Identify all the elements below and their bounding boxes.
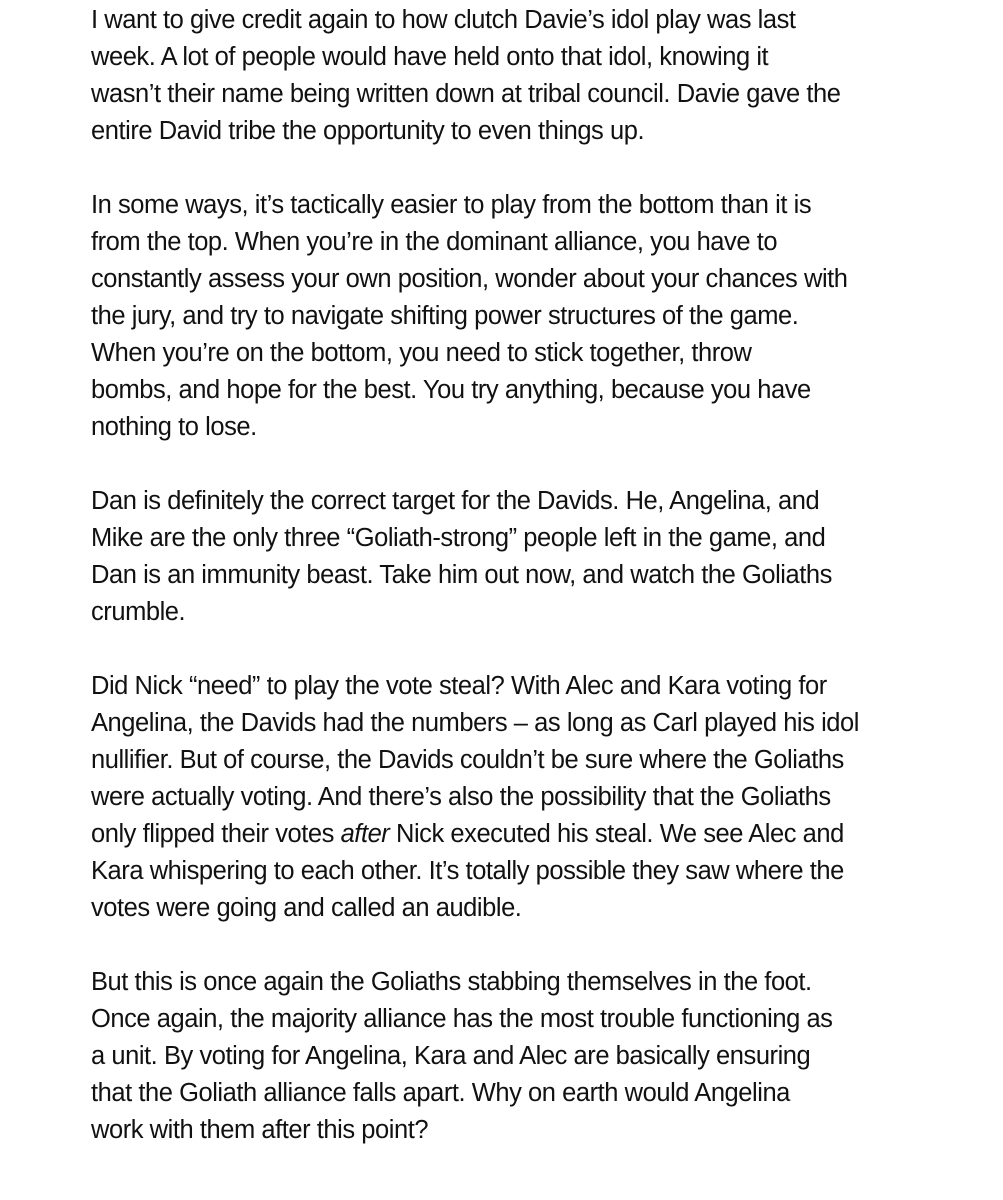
text-line [91, 594, 961, 631]
text-line [91, 1112, 961, 1149]
text-segment: wasn’t their name being written down at tribal council. Davie gave the [91, 80, 841, 108]
paragraph [91, 964, 961, 1149]
text-segment: Angelina, the Davids had the numbers – as long as Carl played his idol [91, 709, 859, 737]
text-segment: from the top. When you’re in the dominant alliance, you have to [91, 228, 778, 256]
document-body [91, 2, 961, 1149]
text-line [91, 742, 961, 779]
text-segment: work with them after this point? [91, 1116, 429, 1144]
text-segment: only flipped their votes [91, 820, 341, 848]
text-segment: In some ways, it’s tactically easier to play from the bottom than it is [91, 191, 812, 219]
text-segment: that the Goliath alliance falls apart. Why on earth would Angelina [91, 1079, 790, 1107]
text-segment: I want to give credit again to how clutch Davie’s idol play was last [91, 6, 796, 34]
text-line [91, 76, 961, 113]
text-line [91, 779, 961, 816]
text-segment: But this is once again the Goliaths stabbing themselves in the foot. [91, 968, 812, 996]
paragraph [91, 187, 961, 446]
text-segment: Kara whispering to each other. It’s totally possible they saw where the [91, 857, 844, 885]
paragraph-gap [91, 150, 961, 187]
text-segment: entire David tribe the opportunity to even things up. [91, 117, 645, 145]
italic-text: after [340, 820, 390, 848]
paragraph-gap [91, 446, 961, 483]
text-segment: Did Nick “need” to play the vote steal? With Alec and Kara voting for [91, 672, 827, 700]
text-segment: constantly assess your own position, wonder about your chances with [91, 265, 848, 293]
text-line [91, 409, 961, 446]
paragraph-gap [91, 631, 961, 668]
text-segment: nullifier. But of course, the Davids couldn’t be sure where the Goliaths [91, 746, 844, 774]
text-line [91, 1038, 961, 1075]
text-line [91, 705, 961, 742]
text-line [91, 964, 961, 1001]
text-line [91, 1001, 961, 1038]
text-line [91, 261, 961, 298]
text-line [91, 335, 961, 372]
text-line [91, 113, 961, 150]
text-segment: Dan is an immunity beast. Take him out now, and watch the Goliaths [91, 561, 832, 589]
text-line [91, 483, 961, 520]
text-segment: Once again, the majority alliance has the most trouble functioning as [91, 1005, 833, 1033]
text-line [91, 668, 961, 705]
text-segment: When you’re on the bottom, you need to stick together, throw [91, 339, 752, 367]
text-segment: week. A lot of people would have held onto that idol, knowing it [91, 43, 769, 71]
text-line [91, 853, 961, 890]
text-segment: the jury, and try to navigate shifting power structures of the game. [91, 302, 799, 330]
text-line [91, 372, 961, 409]
text-segment: crumble. [91, 598, 186, 626]
text-segment: votes were going and called an audible. [91, 894, 522, 922]
paragraph-gap [91, 927, 961, 964]
text-line [91, 890, 961, 927]
text-segment: nothing to lose. [91, 413, 257, 441]
text-line [91, 39, 961, 76]
text-line [91, 520, 961, 557]
paragraph [91, 483, 961, 631]
text-line [91, 224, 961, 261]
text-line [91, 557, 961, 594]
text-segment: Nick executed his steal. We see Alec and [389, 820, 844, 848]
text-segment: Mike are the only three “Goliath-strong” people left in the game, and [91, 524, 826, 552]
text-segment: were actually voting. And there’s also the possibility that the Goliaths [91, 783, 831, 811]
text-line [91, 816, 961, 853]
text-line [91, 2, 961, 39]
text-line [91, 298, 961, 335]
paragraph [91, 668, 961, 927]
text-line [91, 187, 961, 224]
text-line [91, 1075, 961, 1112]
text-segment: a unit. By voting for Angelina, Kara and Alec are basically ensuring [91, 1042, 811, 1070]
text-segment: Dan is definitely the correct target for the Davids. He, Angelina, and [91, 487, 820, 515]
paragraph [91, 2, 961, 150]
text-segment: bombs, and hope for the best. You try anything, because you have [91, 376, 811, 404]
